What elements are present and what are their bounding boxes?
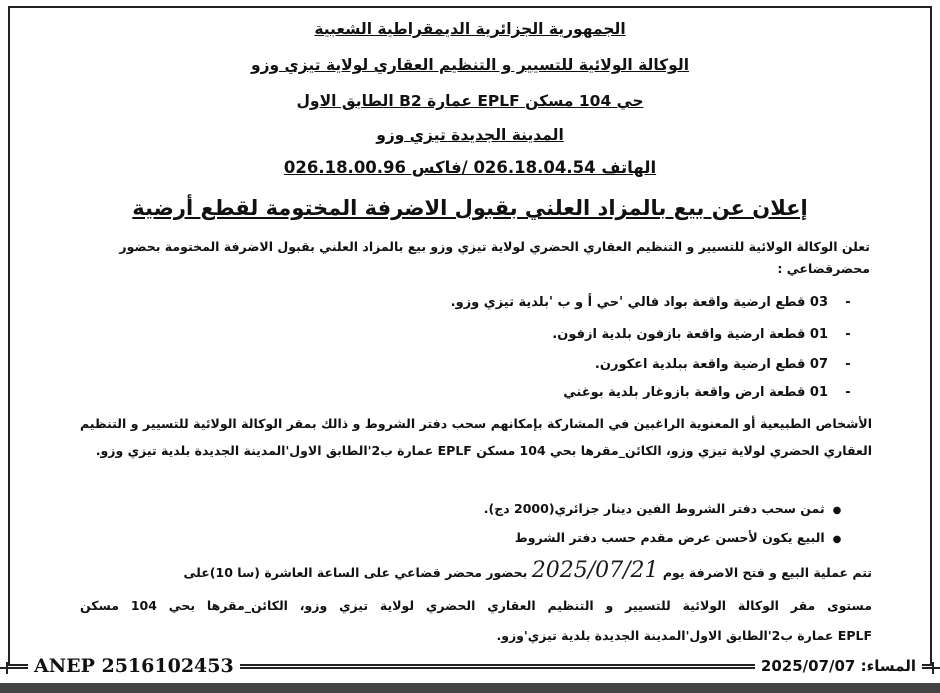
intro-paragraph: تعلن الوكالة الولائية للتسيير و التنظيم العقاري الحضري لولاية تيزي وزو بيع بالمزاد العلني بقبول الاضرفة المختومة بحضور محضرقضاعي :	[119, 239, 870, 276]
bullet-item	[484, 501, 845, 516]
participation-paragraph: الأشخاص الطبيعية أو المعنوية الراغبين في المشاركة بإمكانهم سحب دفتر الشروط و ذالك بمقر الوكالة الولائية للتسيير و التنظيم العقاري الحضري لولاية تيزي وزو، الكائن_مقرها بحي 104 مسكن EPLF عمارة ب2'الطابق الاول'المدينة الجديدة بلدية تيزي وزو.	[80, 416, 872, 458]
item-text: 03 قطع ارضية واقعة بواد فالي 'حي أ و ب 'بلدية تيزي وزو.	[450, 295, 828, 310]
list-item: -07 قطع ارضية واقعة ببلدية اعكورن.	[594, 357, 851, 372]
address-line: حي 104 مسكن EPLF عمارة B2 الطابق الاول	[296, 92, 644, 110]
item-text: 01 قطعة ارضية واقعة بازفون بلدية ازفون.	[552, 327, 828, 342]
bullet-item	[515, 530, 845, 545]
closing-start: تتم عملية البيع و فتح الاضرفة يوم	[662, 565, 872, 580]
city-line: المدينة الجديدة تيزي وزو	[376, 126, 564, 144]
closing-line-1	[80, 558, 872, 583]
footer	[0, 655, 940, 681]
closing-line-2: مستوى مقر الوكالة الولائية للتسيير و التنظيم العقاري الحضري لولاية تيزي وزو، الكائن_مقرها بحي 104 مسكن	[80, 598, 872, 613]
announcement-frame	[8, 6, 932, 666]
bullet-text: البيع يكون لأحسن عرض مقدم حسب دفتر الشروط	[514, 530, 825, 545]
item-text: 07 قطع ارضية واقعة ببلدية اعكورن.	[594, 357, 828, 372]
phone-fax-line: الهاتف 026.18.04.54 /فاكس 026.18.00.96	[283, 158, 657, 177]
bullet-text: ثمن سحب دفتر الشروط الفين دينار جزائري(2000 دج).	[483, 501, 825, 516]
footer-rule-tick	[932, 662, 934, 674]
page-bottom-shadow	[0, 683, 940, 693]
list-item: -03 قطع ارضية واقعة بواد فالي 'حي أ و ب 'بلدية تيزي وزو.	[450, 295, 851, 310]
closing-end: بحضور محضر قضاعي على الساعة العاشرة (سا 10)على	[183, 565, 528, 580]
publication-date: 2025/07/07	[760, 657, 856, 675]
list-item: -01 قطعة ارض واقعة بازوغار بلدية بوغني	[563, 385, 851, 400]
newspaper-label: المساء:	[860, 657, 916, 675]
list-item: -01 قطعة ارضية واقعة بازفون بلدية ازفون.	[552, 327, 851, 342]
republic-line: الجمهورية الجزائرية الديمقراطية الشعبية	[314, 20, 626, 38]
bullet-dot-icon: ●	[832, 534, 842, 545]
item-text: 01 قطعة ارض واقعة بازوغار بلدية بوغني	[563, 385, 828, 400]
closing-line-3: EPLF عمارة ب2'الطابق الاول'المدينة الجديدة بلدية تيزي'وزو.	[496, 628, 872, 643]
bullet-dot-icon: ●	[832, 505, 842, 516]
footer-rule-tick	[6, 662, 8, 674]
anep-reference: ANEP 2516102453	[28, 655, 240, 677]
announcement-title: إعلان عن بيع بالمزاد العلني بقبول الاضرفة المختومة لقطع أرضية	[132, 196, 808, 220]
agency-line: الوكالة الولائية للتسيير و التنظيم العقاري لولاية تيزي وزو	[250, 56, 690, 74]
publication-stamp	[755, 657, 922, 675]
handwritten-date: 2025/07/21	[531, 558, 659, 583]
